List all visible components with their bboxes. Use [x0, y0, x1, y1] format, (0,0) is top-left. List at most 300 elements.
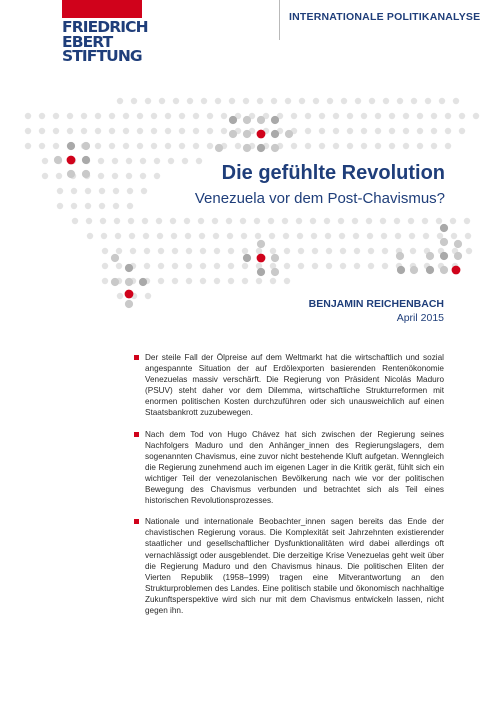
- map-highlight-dot: [452, 266, 461, 275]
- map-dot: [123, 128, 129, 134]
- map-dot: [270, 278, 276, 284]
- map-dot: [453, 98, 459, 104]
- map-dot: [173, 98, 179, 104]
- map-dot: [285, 98, 291, 104]
- map-dot: [431, 143, 437, 149]
- map-dot: [228, 248, 234, 254]
- map-dot: [102, 248, 108, 254]
- map-dot: [111, 278, 119, 286]
- logo-line-3: STIFTUNG: [62, 47, 142, 65]
- map-dot: [229, 130, 237, 138]
- map-dot: [125, 300, 133, 308]
- map-dot: [375, 113, 381, 119]
- map-dot: [352, 218, 358, 224]
- map-dot: [340, 248, 346, 254]
- map-dot: [383, 98, 389, 104]
- map-dot: [158, 263, 164, 269]
- map-dot: [242, 248, 248, 254]
- map-dot: [25, 143, 31, 149]
- map-dot: [144, 248, 150, 254]
- map-dot: [39, 128, 45, 134]
- map-dot: [256, 248, 262, 254]
- map-dot: [451, 233, 457, 239]
- publication-date: April 2015: [396, 312, 444, 324]
- map-dot: [182, 158, 188, 164]
- map-dot: [158, 248, 164, 254]
- map-dot: [440, 224, 448, 232]
- map-dot: [339, 233, 345, 239]
- map-dot: [450, 218, 456, 224]
- map-dot: [397, 266, 405, 274]
- map-dot: [235, 143, 241, 149]
- map-dot: [184, 218, 190, 224]
- map-dot: [394, 218, 400, 224]
- map-dot: [333, 128, 339, 134]
- map-dot: [312, 263, 318, 269]
- map-dot: [354, 263, 360, 269]
- map-dot: [361, 113, 367, 119]
- map-dot: [417, 113, 423, 119]
- map-dot: [127, 203, 133, 209]
- map-dot: [271, 130, 279, 138]
- map-dot: [207, 128, 213, 134]
- map-dot: [338, 218, 344, 224]
- map-dot: [227, 233, 233, 239]
- map-dot: [426, 252, 434, 260]
- map-dot: [198, 218, 204, 224]
- map-dot: [347, 128, 353, 134]
- map-dot: [193, 113, 199, 119]
- map-dot: [283, 233, 289, 239]
- map-dot: [154, 158, 160, 164]
- map-dot: [109, 113, 115, 119]
- map-dot: [268, 218, 274, 224]
- map-dot: [410, 266, 418, 274]
- map-dot: [381, 233, 387, 239]
- map-dot: [165, 113, 171, 119]
- map-dot: [243, 116, 251, 124]
- map-dot: [257, 240, 265, 248]
- map-dot: [284, 278, 290, 284]
- map-dot: [243, 254, 251, 262]
- map-dot: [200, 248, 206, 254]
- map-dot: [186, 263, 192, 269]
- map-dot: [95, 113, 101, 119]
- map-dot: [113, 203, 119, 209]
- map-dot: [271, 116, 279, 124]
- map-dot: [459, 113, 465, 119]
- map-dot: [271, 254, 279, 262]
- map-dot: [312, 248, 318, 254]
- map-dot: [426, 266, 434, 274]
- map-dot: [431, 113, 437, 119]
- map-dot: [368, 248, 374, 254]
- map-dot: [196, 158, 202, 164]
- map-dot: [101, 233, 107, 239]
- map-dot: [310, 218, 316, 224]
- map-dot: [82, 170, 90, 178]
- map-dot: [95, 143, 101, 149]
- map-dot: [168, 158, 174, 164]
- map-dot: [25, 113, 31, 119]
- map-dot: [213, 233, 219, 239]
- map-dot: [296, 218, 302, 224]
- map-dot: [305, 128, 311, 134]
- map-dot: [254, 218, 260, 224]
- map-dot: [42, 158, 48, 164]
- summary-text: Nach dem Tod von Hugo Chávez hat sich zwischen der Regierung seines Nachfolgers Maduro und den Anhänger_innen des Regierungslagers, dem sogenannten Chavismus, eine zuvor nicht bestehende Kluft aufgetan. Wenngleich die Regierung zunehmend auch im eigenen Lager in die Kritik gerät, fühlt sich ein wichtiger Teil der venezolanischen Bevölkerung nach wie vor der politischen Bewegung des Chavismus verbunden und betrachtet sich als Teil eines historischen Revolutionsprozesses.: [145, 429, 444, 506]
- map-dot: [200, 278, 206, 284]
- map-dot: [375, 143, 381, 149]
- map-dot: [140, 173, 146, 179]
- map-dot: [109, 143, 115, 149]
- map-dot: [142, 218, 148, 224]
- bullet-square-icon: [134, 519, 139, 524]
- map-highlight-dot: [257, 254, 266, 263]
- map-dot: [341, 98, 347, 104]
- map-dot: [207, 113, 213, 119]
- map-dot: [361, 143, 367, 149]
- map-dot: [85, 203, 91, 209]
- map-dot: [298, 248, 304, 254]
- map-dot: [242, 278, 248, 284]
- map-dot: [305, 113, 311, 119]
- map-dot: [382, 248, 388, 254]
- map-dot: [156, 218, 162, 224]
- map-dot: [71, 203, 77, 209]
- map-dot: [67, 128, 73, 134]
- map-dot: [214, 278, 220, 284]
- summary-bullets: [134, 352, 444, 626]
- map-dot: [445, 128, 451, 134]
- map-dot: [229, 116, 237, 124]
- map-highlight-dot: [257, 130, 266, 139]
- logo-line-1: FRIEDRICH: [62, 18, 148, 36]
- map-dot: [201, 98, 207, 104]
- map-dot: [179, 113, 185, 119]
- map-dot: [98, 173, 104, 179]
- map-dot: [423, 233, 429, 239]
- map-dot: [72, 218, 78, 224]
- map-dot: [380, 218, 386, 224]
- map-dot: [82, 156, 90, 164]
- map-dot: [255, 233, 261, 239]
- map-dot: [171, 233, 177, 239]
- map-dot: [212, 218, 218, 224]
- map-dot: [112, 158, 118, 164]
- map-dot: [410, 248, 416, 254]
- map-dot: [291, 143, 297, 149]
- map-dot: [130, 248, 136, 254]
- map-dot: [319, 113, 325, 119]
- map-dot: [123, 143, 129, 149]
- map-dot: [319, 143, 325, 149]
- map-dot: [445, 113, 451, 119]
- map-dot: [115, 233, 121, 239]
- map-dot: [403, 128, 409, 134]
- map-dot: [137, 113, 143, 119]
- map-dot: [333, 113, 339, 119]
- map-dot: [319, 128, 325, 134]
- map-dot: [375, 128, 381, 134]
- map-dot: [144, 263, 150, 269]
- map-dot: [297, 233, 303, 239]
- map-dot: [243, 130, 251, 138]
- map-dot: [42, 173, 48, 179]
- map-dot: [172, 263, 178, 269]
- map-dot: [229, 98, 235, 104]
- map-dot: [257, 144, 265, 152]
- map-dot: [39, 113, 45, 119]
- map-dot: [221, 128, 227, 134]
- map-dot: [226, 218, 232, 224]
- map-dot: [305, 143, 311, 149]
- map-dot: [129, 233, 135, 239]
- map-dot: [361, 128, 367, 134]
- map-dot: [85, 188, 91, 194]
- map-dot: [228, 263, 234, 269]
- map-dot: [187, 98, 193, 104]
- map-dot: [327, 98, 333, 104]
- map-dot: [81, 128, 87, 134]
- map-dot: [170, 218, 176, 224]
- map-dot: [199, 233, 205, 239]
- map-dot: [193, 143, 199, 149]
- map-dot: [228, 278, 234, 284]
- bullet-square-icon: [134, 432, 139, 437]
- map-dot: [126, 158, 132, 164]
- summary-text: Der steile Fall der Ölpreise auf dem Weltmarkt hat die wirtschaftlich und sozial angespannte Situation der auf Erdölexporten basierenden Rentenökonomie Venezuelas massiv verschärft. Die Regierung von Präsident Nicolás Maduro (PSUV) steht daher vor dem Dilemma, wirtschaftliche Strukturreformen mit enormen politischen Kosten durchzuführen oder sich unausweichlich auf einen Staatsbankrott zuzubewegen.: [145, 353, 444, 418]
- map-highlight-dot: [125, 290, 134, 299]
- map-dot: [179, 143, 185, 149]
- map-dot: [151, 128, 157, 134]
- summary-item: [134, 516, 444, 616]
- map-dot: [141, 188, 147, 194]
- map-dot: [395, 233, 401, 239]
- map-highlight-dot: [67, 156, 76, 165]
- map-dot: [299, 98, 305, 104]
- map-dot: [125, 264, 133, 272]
- map-dot: [437, 233, 443, 239]
- map-dot: [313, 98, 319, 104]
- map-dot: [158, 278, 164, 284]
- map-dot: [143, 233, 149, 239]
- map-dot: [81, 113, 87, 119]
- map-dot: [269, 233, 275, 239]
- map-dot: [284, 263, 290, 269]
- map-dot: [326, 248, 332, 254]
- map-dot: [243, 144, 251, 152]
- map-dot: [257, 98, 263, 104]
- map-dot: [439, 98, 445, 104]
- map-dot: [215, 144, 223, 152]
- map-dot: [82, 142, 90, 150]
- map-dot: [126, 173, 132, 179]
- map-dot: [25, 128, 31, 134]
- logo-line-2: EBERT: [62, 32, 113, 51]
- map-dot: [347, 143, 353, 149]
- map-dot: [140, 158, 146, 164]
- map-dot: [369, 98, 375, 104]
- map-dot: [466, 248, 472, 254]
- map-dot: [367, 233, 373, 239]
- map-dot: [111, 254, 119, 262]
- map-dot: [256, 278, 262, 284]
- map-dot: [112, 173, 118, 179]
- map-dot: [39, 143, 45, 149]
- map-dot: [71, 188, 77, 194]
- map-dot: [285, 130, 293, 138]
- map-dot: [411, 98, 417, 104]
- map-dot: [172, 248, 178, 254]
- map-dot: [100, 218, 106, 224]
- map-dot: [99, 203, 105, 209]
- map-dot: [221, 113, 227, 119]
- map-dot: [241, 233, 247, 239]
- map-dot: [172, 278, 178, 284]
- map-dot: [271, 144, 279, 152]
- map-dot: [200, 263, 206, 269]
- map-dot: [324, 218, 330, 224]
- map-dot: [53, 113, 59, 119]
- map-dot: [298, 263, 304, 269]
- map-dot: [311, 233, 317, 239]
- series-label: INTERNATIONALE POLITIKANALYSE: [289, 11, 481, 23]
- map-dot: [454, 240, 462, 248]
- map-dot: [109, 128, 115, 134]
- map-dot: [193, 128, 199, 134]
- map-dot: [271, 268, 279, 276]
- map-dot: [240, 218, 246, 224]
- map-dot: [445, 143, 451, 149]
- map-dot: [366, 218, 372, 224]
- map-dot: [355, 98, 361, 104]
- map-dot: [207, 143, 213, 149]
- map-dot: [102, 278, 108, 284]
- map-dot: [333, 143, 339, 149]
- map-dot: [389, 113, 395, 119]
- map-dot: [340, 263, 346, 269]
- map-dot: [353, 233, 359, 239]
- map-dot: [257, 268, 265, 276]
- map-dot: [117, 293, 123, 299]
- map-dot: [165, 143, 171, 149]
- summary-item: [134, 429, 444, 507]
- map-dot: [215, 98, 221, 104]
- map-dot: [87, 233, 93, 239]
- map-dot: [54, 156, 62, 164]
- map-dot: [354, 248, 360, 254]
- map-dot: [113, 188, 119, 194]
- page-subtitle: Venezuela vor dem Post-Chavismus?: [194, 190, 445, 207]
- map-dot: [128, 218, 134, 224]
- map-dot: [53, 128, 59, 134]
- map-dot: [282, 218, 288, 224]
- map-dot: [185, 233, 191, 239]
- map-dot: [139, 278, 147, 286]
- map-dot: [257, 116, 265, 124]
- map-dot: [270, 248, 276, 254]
- map-dot: [165, 128, 171, 134]
- map-dot: [368, 263, 374, 269]
- map-dot: [459, 128, 465, 134]
- map-dot: [131, 98, 137, 104]
- map-dot: [271, 98, 277, 104]
- map-dot: [57, 188, 63, 194]
- map-dot: [403, 143, 409, 149]
- map-dot: [382, 263, 388, 269]
- map-dot: [137, 143, 143, 149]
- map-dot: [123, 113, 129, 119]
- map-dot: [389, 143, 395, 149]
- map-dot: [116, 263, 122, 269]
- map-dot: [417, 143, 423, 149]
- map-dot: [67, 113, 73, 119]
- map-dot: [179, 128, 185, 134]
- map-dot: [408, 218, 414, 224]
- map-dot: [95, 128, 101, 134]
- map-dot: [157, 233, 163, 239]
- map-dot: [186, 278, 192, 284]
- map-dot: [86, 218, 92, 224]
- map-dot: [145, 98, 151, 104]
- map-dot: [125, 278, 133, 286]
- map-dot: [417, 128, 423, 134]
- dotted-world-map: [0, 0, 504, 320]
- map-dot: [465, 233, 471, 239]
- summary-item: [134, 352, 444, 419]
- map-dot: [454, 252, 462, 260]
- map-dot: [137, 128, 143, 134]
- map-dot: [56, 173, 62, 179]
- map-dot: [440, 238, 448, 246]
- map-dot: [436, 218, 442, 224]
- map-dot: [127, 188, 133, 194]
- map-dot: [242, 263, 248, 269]
- map-dot: [159, 98, 165, 104]
- author-name: BENJAMIN REICHENBACH: [308, 298, 444, 310]
- map-dot: [326, 263, 332, 269]
- map-dot: [389, 128, 395, 134]
- page-title: Die gefühlte Revolution: [221, 162, 445, 184]
- map-dot: [291, 113, 297, 119]
- map-dot: [151, 143, 157, 149]
- map-dot: [347, 113, 353, 119]
- map-dot: [145, 293, 151, 299]
- map-dot: [154, 173, 160, 179]
- map-dot: [116, 248, 122, 254]
- map-dot: [186, 248, 192, 254]
- map-dot: [464, 218, 470, 224]
- map-dot: [397, 98, 403, 104]
- map-dot: [214, 263, 220, 269]
- map-dot: [102, 263, 108, 269]
- map-dot: [440, 252, 448, 260]
- map-dot: [284, 248, 290, 254]
- map-dot: [98, 158, 104, 164]
- map-dot: [114, 218, 120, 224]
- map-dot: [440, 266, 448, 274]
- map-dot: [325, 233, 331, 239]
- map-dot: [53, 143, 59, 149]
- map-dot: [67, 142, 75, 150]
- map-dot: [243, 98, 249, 104]
- map-dot: [117, 98, 123, 104]
- map-dot: [57, 203, 63, 209]
- map-dot: [473, 113, 479, 119]
- summary-text: Nationale und internationale Beobachter_innen sagen bereits das Ende der chavistischen Regierung voraus. Die Komplexität seit Jahrzehnten existierender staatlicher und gesellschaftlicher Dysfunktionalitäten wird dabei allerdings oft vernachlässigt oder ausgeblendet. Die derzeitige Krise Venezuelas geht weit über die Regierung Maduro und den Chavismus hinaus. Die politischen Eliten der Vierten Republik (1958–1999) tragen eine Mitverantwortung an den Strukturproblemen des Landes. Eine politisch stabile und ökonomisch nachhaltige Zukunftsperspektive wird sich nur mit dem Chavismus entwickeln lassen, nicht gegen ihn.: [145, 517, 444, 615]
- map-dot: [67, 170, 75, 178]
